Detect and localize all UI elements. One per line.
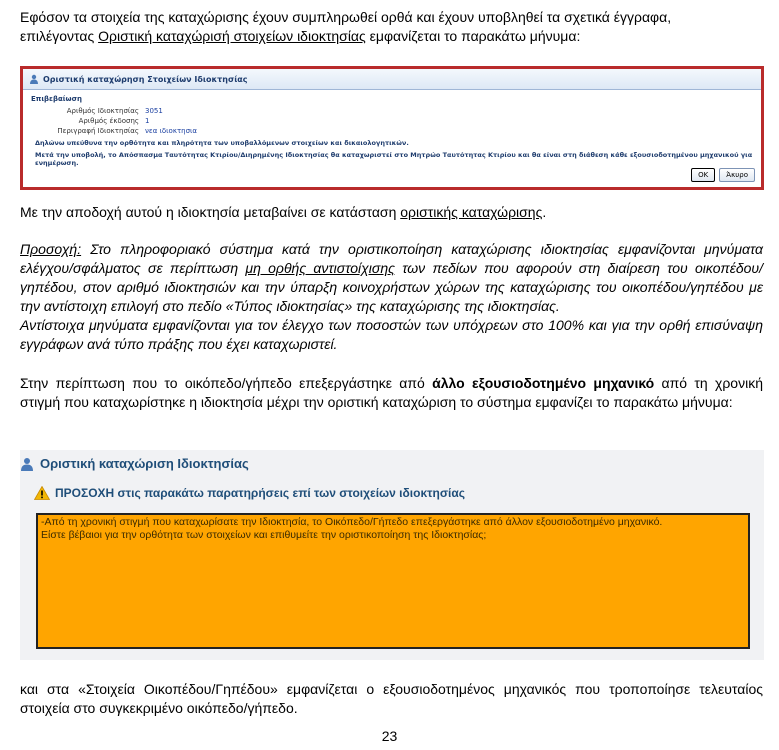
acceptance-text: Με την αποδοχή αυτού η ιδιοκτησία μεταβαίνει σε κατάσταση — [20, 204, 401, 220]
confirm-dialog-title: Οριστική καταχώρηση Στοιχείων Ιδιοκτησίας — [43, 74, 248, 84]
closing-text: και στα «Στοιχεία Οικοπέδου/Γηπέδου» εμφανίζεται ο εξουσιοδοτημένος μηχανικός που τροποποίησε τελευταίος στοιχεία στο συγκεκριμένο οικόπεδο/γήπεδο. — [20, 681, 763, 716]
other-engineer-paragraph — [20, 374, 763, 412]
intro-line-1: Εφόσον τα στοιχεία της καταχώρισης έχουν συμπληρωθεί ορθά και έχουν υποβληθεί τα σχετικά έγγραφα, — [20, 9, 672, 25]
note-text-1: Στο πληροφοριακό σύστημα κατά την οριστικοποίηση καταχώρισης ιδιοκτησίας εμφανίζονται μηνύματα ελέγχου/σφάλματος σε περίπτωση — [20, 241, 763, 276]
user-icon — [29, 74, 39, 84]
user-icon — [20, 457, 34, 471]
row-value: 3051 — [145, 107, 163, 115]
note-underline: μη ορθής αντιστοίχισης — [245, 260, 395, 276]
intro-link: Οριστική καταχώρισή στοιχείων ιδιοκτησίας — [98, 28, 366, 44]
para3-bold: άλλο εξουσιοδοτημένο μηχανικό — [432, 375, 655, 391]
confirm-row — [23, 126, 761, 136]
declaration-note: Δηλώνω υπεύθυνα την ορθότητα και πληρότητα των υποβαλλόμενων στοιχείων και δικαιολογητικών. — [35, 139, 409, 147]
row-label: Περιγραφή Ιδιοκτησίας — [57, 127, 139, 135]
warning-dialog-screenshot — [20, 450, 764, 660]
row-label: Αριθμός έκδοσης — [78, 117, 139, 125]
confirm-row — [23, 106, 761, 116]
warning-dialog-title-row — [20, 456, 249, 471]
warning-icon — [34, 486, 50, 500]
intro-line-2-post: εμφανίζεται το παρακάτω μήνυμα: — [365, 28, 581, 44]
note-label: Προσοχή: — [20, 241, 82, 257]
dialog-buttons — [691, 168, 755, 182]
note-text-3: Αντίστοιχα μηνύματα εμφανίζονται για τον έλεγχο των ποσοστών των υπόχρεων στο 100% και για την ορθή επισύναψη εγγράφων ανά τύπο πράξης που έχει καταχωριστεί. — [20, 317, 763, 352]
para3-post: από τη χρονική στιγμή που καταχωρίστηκε η ιδιοκτησία μέχρι την οριστική καταχώριση το σύστημα εμφανίζει το παρακάτω μήνυμα: — [20, 375, 763, 410]
confirm-section-title: Επιβεβαίωση — [31, 95, 83, 103]
confirm-dialog-titlebar — [23, 69, 761, 90]
acceptance-paragraph — [20, 203, 763, 222]
intro-line-2-pre: επιλέγοντας — [20, 28, 99, 44]
cancel-button[interactable]: Άκυρο — [719, 168, 755, 182]
warning-message-1: -Από τη χρονική στιγμή που καταχωρίσατε την Ιδιοκτησία, το Οικόπεδο/Γήπεδο επεξεργάστηκε από άλλον εξουσιοδοτημένο μηχανικό. — [41, 516, 663, 528]
acceptance-post: . — [542, 204, 547, 220]
confirm-rows — [23, 106, 761, 136]
intro-line-2 — [20, 27, 763, 46]
ok-button[interactable]: OK — [691, 168, 715, 182]
warning-note-paragraph — [20, 240, 763, 354]
confirm-dialog-screenshot — [20, 66, 764, 190]
intro-paragraph — [20, 8, 763, 46]
page-number: 23 — [381, 728, 398, 744]
para3-pre: Στην περίπτωση που το οικόπεδο/γήπεδο επεξεργάστηκε από — [20, 375, 433, 391]
warning-message-2: Είστε βέβαιοι για την ορθότητα των στοιχείων και επιθυμείτε την οριστικοποίηση της Ιδιοκτησίας; — [41, 529, 487, 541]
row-value: νεα ιδιοκτησια — [145, 127, 198, 135]
confirm-row — [23, 116, 761, 126]
warning-message-box[interactable] — [36, 513, 750, 649]
warning-text: ΠΡΟΣΟΧΗ στις παρακάτω παρατηρήσεις επί των στοιχείων ιδιοκτησίας — [55, 486, 465, 500]
warning-header — [34, 486, 465, 500]
row-label: Αριθμός Ιδιοκτησίας — [66, 107, 139, 115]
final-registration-link: οριστικής καταχώρισης — [400, 204, 543, 220]
closing-paragraph — [20, 680, 763, 718]
note-text-2: των πεδίων που αφορούν στη διαίρεση του οικοπέδου/γηπέδου, στον αριθμό ιδιοκτησιών και την ύπαρξη κοινοχρήστων χώρων της καταχώρισης του οικοπέδου/γηπέδου με την αντίστοιχη επιλογή στο πεδίο «Τύπος ιδιοκτησίας» της καταχώρισης της ιδιοκτησίας. — [20, 260, 764, 314]
submission-note: Μετά την υποβολή, το Απόσπασμα Ταυτότητας Κτιρίου/Διηρημένης Ιδιοκτησίας θα καταχωριστεί στο Μητρώο Ταυτότητας Κτιρίου και θα είναι στη διάθεση κάθε εξουσιοδοτημένου μηχανικού για ενημέρωση. — [35, 151, 753, 167]
warning-dialog-title: Οριστική καταχώριση Ιδιοκτησίας — [40, 456, 249, 471]
row-value: 1 — [145, 117, 150, 125]
